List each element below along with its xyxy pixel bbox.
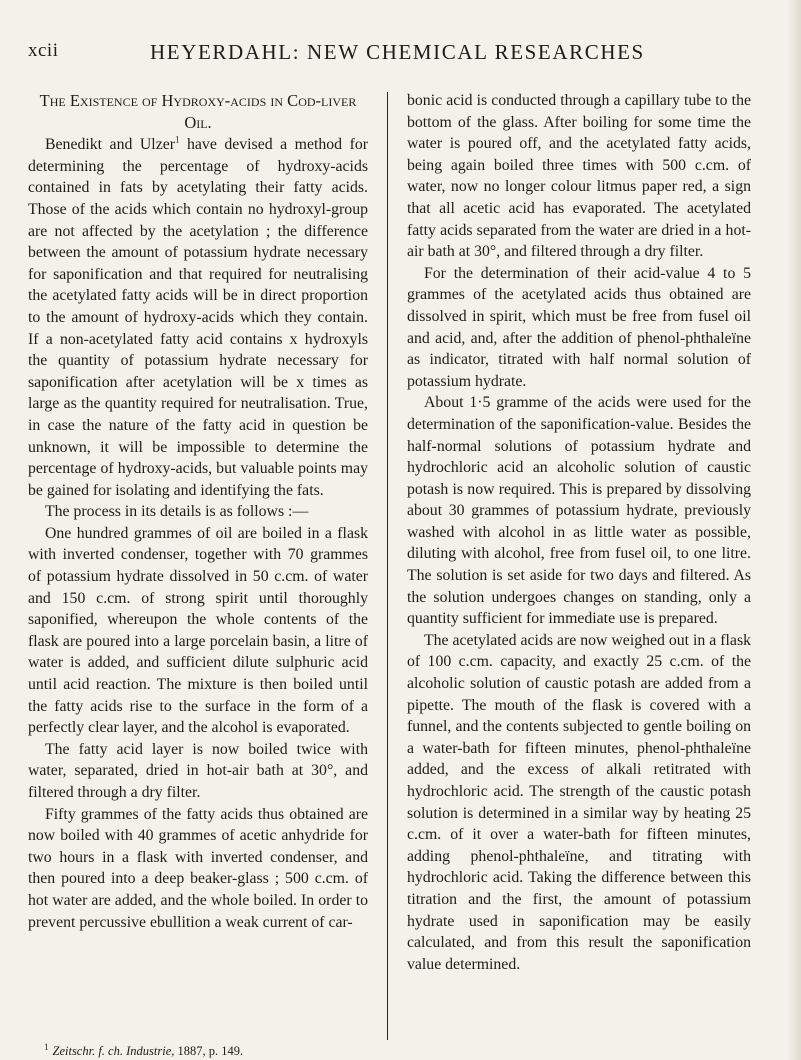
paragraph: One hundred grammes of oil are boiled in a flask with inverted condenser, together with 70 grammes of potassium hydrate dissolved in 50 c.cm. of water and 150 c.cm. of strong spirit until thoroughly saponified, whereupon the whole contents of the flask are poured into a large porcelain basin, a litre of water is added, and sufficient dilute sulphuric acid until acid reaction. The mixture is then boiled until the fatty acids rise to the surface in the form of a perfectly clear layer, and the alcohol is evaporated. bbox=[28, 524, 368, 737]
paragraph: bonic acid is conducted through a capillary tube to the bottom of the glass. After boiling for some time the water is poured off, and the acetylated fatty acids, being again boiled three times with 500 c.cm. of water, now no longer colour litmus paper red, a sign that all acetic acid has evaporated. The acetylated fatty acids separated from the water are dried in a hot-air bath at 30°, and filtered through a dry filter. bbox=[407, 92, 751, 261]
paragraph: The acetylated acids are now weighed out in a flask of 100 c.cm. capacity, and exactly 25 c.cm. of the alcoholic solution of caustic potash are added from a pipette. The mouth of the flask is covered with a funnel, and the contents subjected to gentle boiling on a water-bath for fifteen minutes, phenol-phthaleïne added, and the excess of alkali retitrated with hydrochloric acid. The strength of the caustic potash solution is determined in a similar way by heating 25 c.cm. of it over a water-bath for fifteen minutes, adding phenol-phthaleïne, and titrating with hydrochloric acid. Taking the difference between this titration and the first, the amount of potassium hydrate used in saponification may be easily calculated, and from this result the saponification value determined. bbox=[407, 631, 751, 973]
paragraph: About 1·5 gramme of the acids were used for the determination of the saponification-value. Besides the half-normal solutions of potassium hydrate and hydrochloric acid an alcoholic solution of caustic potash is now required. This is prepared by dissolving about 30 grammes of potassium hydrate, previously washed with alcohol in as little water as possible, diluting with alcohol, free from fusel oil, to one litre. The solution is set aside for two days and filtered. As the solution undergoes changes on standing, only a quantity sufficient for immediate use is prepared. bbox=[407, 394, 751, 628]
footnote-reference: 1 bbox=[174, 134, 180, 145]
footnote-source: Zeitschr. f. ch. Industrie, bbox=[52, 1044, 175, 1059]
paragraph bbox=[28, 134, 368, 501]
column-divider bbox=[387, 92, 388, 1040]
paragraph: For the determination of their acid-value 4 to 5 grammes of the acetylated acids thus obtained are dissolved in spirit, which must be free from fusel oil and acid, and, after the addition of phenol-phthaleïne as indicator, titrated with half normal solution of potassium hydrate. bbox=[407, 264, 751, 390]
right-column bbox=[407, 90, 751, 975]
footnote-marker: 1 bbox=[44, 1042, 49, 1052]
page-edge-shadow bbox=[787, 0, 801, 1060]
footnote bbox=[44, 1040, 374, 1058]
page-number: xcii bbox=[28, 40, 59, 61]
paragraph: The fatty acid layer is now boiled twice with water, separated, dried in hot-air bath at 30°, and filtered through a dry filter. bbox=[28, 740, 368, 801]
paragraph: Fifty grammes of the fatty acids thus obtained are now boiled with 40 grammes of acetic anhydride for two hours in a flask with inverted condenser, and then poured into a deep beaker-glass ; 500 c.cm. of hot water are added, and the whole boiled. In order to prevent percussive ebullition a weak current of car- bbox=[28, 805, 368, 931]
footnote-citation: 1887, p. 149. bbox=[174, 1044, 244, 1059]
paragraph: The process in its details is as follows :— bbox=[45, 503, 309, 521]
paragraph-text: have devised a method for determining the percentage of hydroxy-acids contained in fats by acetylating their fatty acids. Those of the acids which contain no hydroxyl-group are not affected by the acetylation ; the difference between the amount of potassium hydrate necessary for saponification and that required for neutralising the acetylated fatty acids will be in direct proportion to the amount of hydroxy-acids which they contain. If a non-acetylated fatty acid contains x hydroxyls the quantity of potassium hydrate necessary for saponification after acetylation will be x times as large as the quantity required for neutralisation. True, in case the nature of the fatty acid in question be unknown, it will be impossible to determine the percentage of hydroxy-acids, but valuable points may be gained for isolating and identifying the fats. bbox=[28, 136, 368, 499]
running-title: HEYERDAHL: NEW CHEMICAL RESEARCHES bbox=[150, 40, 645, 64]
article-title: The Existence of Hydroxy-acids in Cod-liver Oil. bbox=[39, 91, 357, 132]
running-header bbox=[0, 40, 801, 70]
left-column bbox=[28, 90, 368, 933]
paragraph-text: Benedikt and Ulzer bbox=[45, 136, 175, 154]
